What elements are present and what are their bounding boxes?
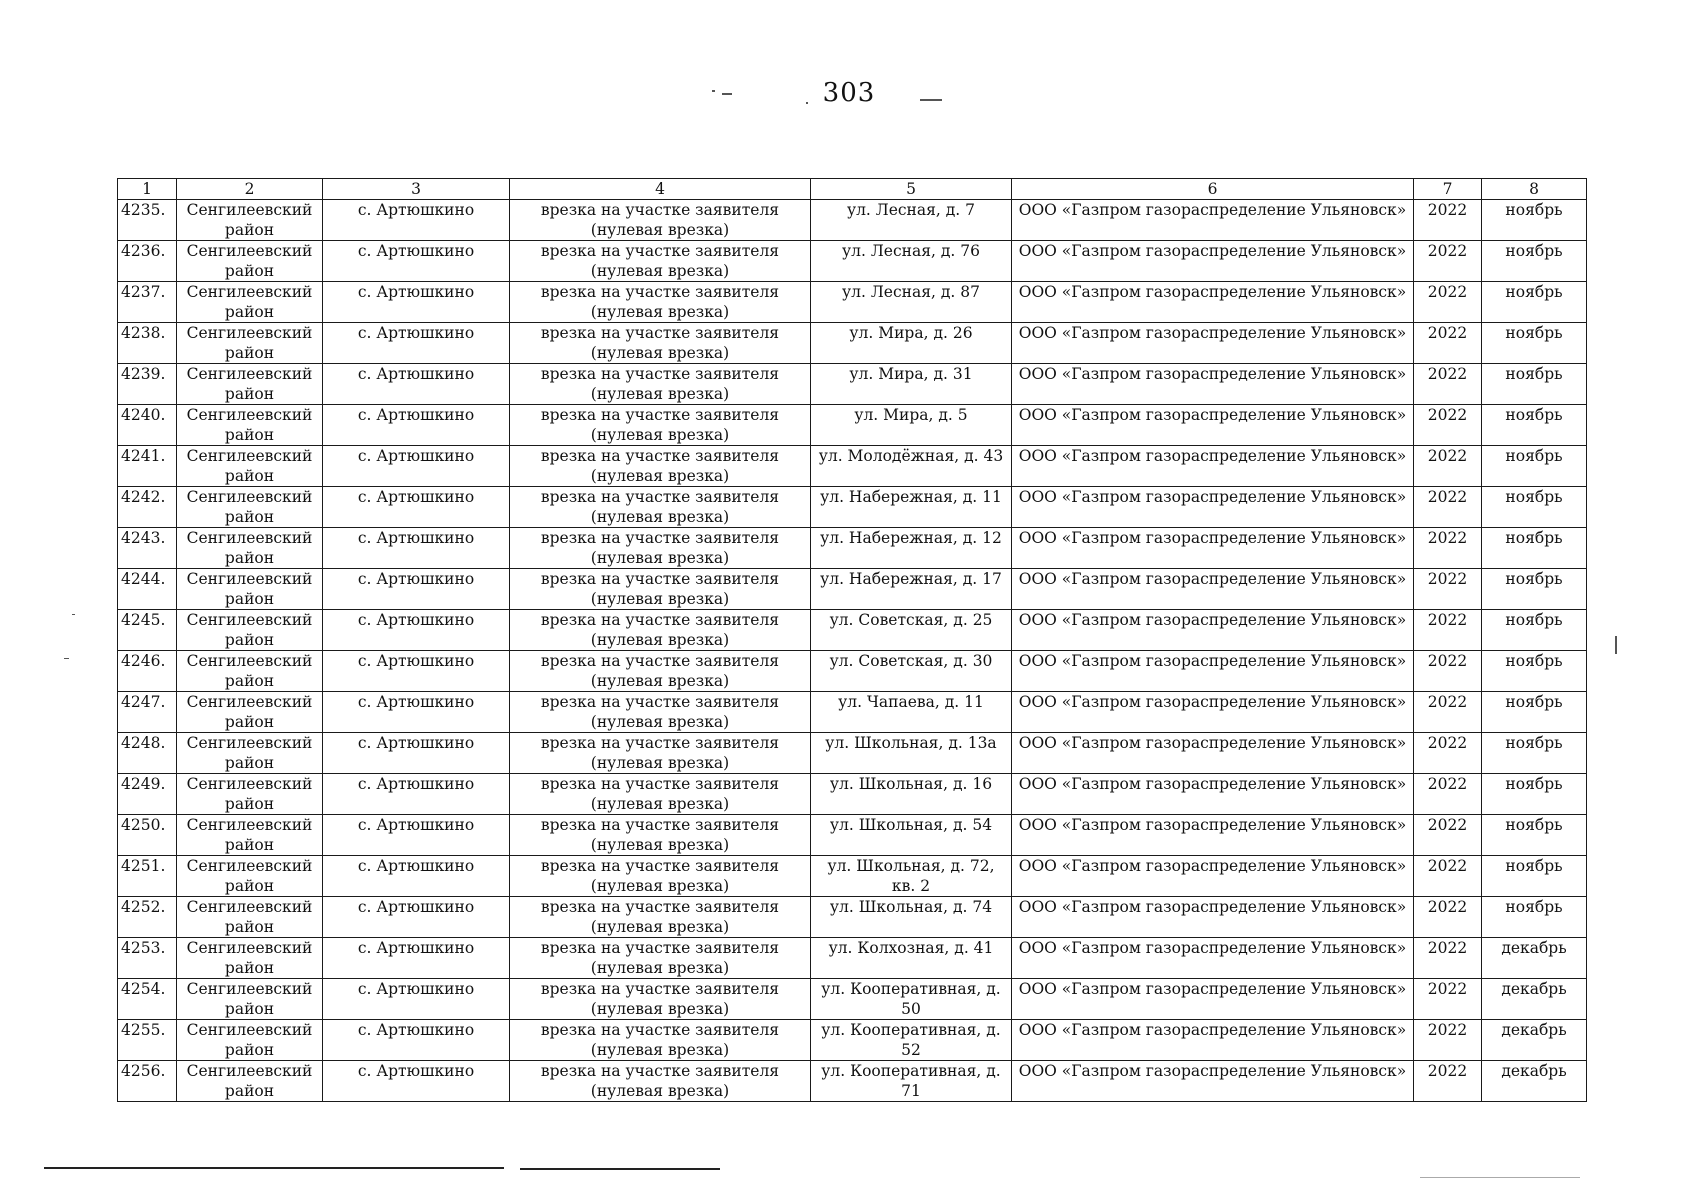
cell-row-number: 4243. [118, 528, 177, 569]
table-row [118, 487, 1587, 528]
cell-row-number: 4255. [118, 1020, 177, 1061]
table-row [118, 528, 1587, 569]
cell-row-number: 4240. [118, 405, 177, 446]
cell-address: ул. Школьная, д. 72, кв. 2 [811, 856, 1012, 897]
cell-district: Сенгилеевский район [177, 282, 323, 323]
column-number-6: 6 [1012, 179, 1414, 200]
cell-organization: ООО «Газпром газораспределение Ульяновск» [1012, 569, 1414, 610]
cell-organization: ООО «Газпром газораспределение Ульяновск» [1012, 610, 1414, 651]
cell-row-number: 4239. [118, 364, 177, 405]
cell-settlement: с. Артюшкино [323, 692, 510, 733]
cell-work-type: врезка на участке заявителя (нулевая врезка) [510, 774, 811, 815]
cell-year: 2022 [1414, 528, 1482, 569]
cell-year: 2022 [1414, 815, 1482, 856]
cell-row-number: 4244. [118, 569, 177, 610]
column-number-7: 7 [1414, 179, 1482, 200]
cell-year: 2022 [1414, 1061, 1482, 1102]
table-row [118, 897, 1587, 938]
cell-month: ноябрь [1482, 774, 1587, 815]
cell-address: ул. Молодёжная, д. 43 [811, 446, 1012, 487]
cell-address: ул. Кооперативная, д. 71 [811, 1061, 1012, 1102]
cell-district: Сенгилеевский район [177, 897, 323, 938]
cell-settlement: с. Артюшкино [323, 733, 510, 774]
cell-year: 2022 [1414, 323, 1482, 364]
cell-row-number: 4241. [118, 446, 177, 487]
cell-year: 2022 [1414, 364, 1482, 405]
table-row [118, 1020, 1587, 1061]
cell-work-type: врезка на участке заявителя (нулевая врезка) [510, 651, 811, 692]
cell-row-number: 4237. [118, 282, 177, 323]
scan-speck [72, 614, 75, 615]
cell-organization: ООО «Газпром газораспределение Ульяновск» [1012, 446, 1414, 487]
cell-settlement: с. Артюшкино [323, 651, 510, 692]
register-table [117, 178, 1587, 1102]
cell-district: Сенгилеевский район [177, 692, 323, 733]
table-row [118, 405, 1587, 446]
cell-address: ул. Мира, д. 5 [811, 405, 1012, 446]
cell-district: Сенгилеевский район [177, 733, 323, 774]
cell-address: ул. Мира, д. 31 [811, 364, 1012, 405]
cell-work-type: врезка на участке заявителя (нулевая врезка) [510, 241, 811, 282]
cell-settlement: с. Артюшкино [323, 323, 510, 364]
cell-year: 2022 [1414, 1020, 1482, 1061]
cell-district: Сенгилеевский район [177, 200, 323, 241]
cell-settlement: с. Артюшкино [323, 487, 510, 528]
cell-month: ноябрь [1482, 323, 1587, 364]
scan-speck [1615, 636, 1617, 654]
cell-month: ноябрь [1482, 692, 1587, 733]
cell-month: ноябрь [1482, 364, 1587, 405]
cell-month: ноябрь [1482, 241, 1587, 282]
cell-address: ул. Кооперативная, д. 50 [811, 979, 1012, 1020]
cell-year: 2022 [1414, 200, 1482, 241]
cell-organization: ООО «Газпром газораспределение Ульяновск» [1012, 200, 1414, 241]
cell-month: декабрь [1482, 979, 1587, 1020]
table-row [118, 569, 1587, 610]
cell-address: ул. Набережная, д. 12 [811, 528, 1012, 569]
scan-speck [722, 93, 732, 95]
cell-year: 2022 [1414, 856, 1482, 897]
table-row [118, 282, 1587, 323]
cell-month: ноябрь [1482, 897, 1587, 938]
cell-work-type: врезка на участке заявителя (нулевая врезка) [510, 487, 811, 528]
cell-month: ноябрь [1482, 569, 1587, 610]
page-number: 303 [822, 78, 876, 108]
cell-address: ул. Чапаева, д. 11 [811, 692, 1012, 733]
cell-month: декабрь [1482, 1061, 1587, 1102]
cell-district: Сенгилеевский район [177, 979, 323, 1020]
cell-month: ноябрь [1482, 487, 1587, 528]
cell-work-type: врезка на участке заявителя (нулевая врезка) [510, 897, 811, 938]
cell-work-type: врезка на участке заявителя (нулевая врезка) [510, 733, 811, 774]
cell-address: ул. Мира, д. 26 [811, 323, 1012, 364]
cell-month: декабрь [1482, 938, 1587, 979]
cell-organization: ООО «Газпром газораспределение Ульяновск» [1012, 815, 1414, 856]
table-row [118, 446, 1587, 487]
cell-work-type: врезка на участке заявителя (нулевая врезка) [510, 1020, 811, 1061]
cell-address: ул. Советская, д. 30 [811, 651, 1012, 692]
cell-month: ноябрь [1482, 733, 1587, 774]
column-number-3: 3 [323, 179, 510, 200]
bottom-rule [44, 1167, 504, 1169]
cell-work-type: врезка на участке заявителя (нулевая врезка) [510, 979, 811, 1020]
cell-settlement: с. Артюшкино [323, 200, 510, 241]
cell-organization: ООО «Газпром газораспределение Ульяновск» [1012, 938, 1414, 979]
cell-work-type: врезка на участке заявителя (нулевая врезка) [510, 610, 811, 651]
cell-organization: ООО «Газпром газораспределение Ульяновск» [1012, 364, 1414, 405]
cell-settlement: с. Артюшкино [323, 1020, 510, 1061]
cell-settlement: с. Артюшкино [323, 241, 510, 282]
cell-district: Сенгилеевский район [177, 610, 323, 651]
cell-settlement: с. Артюшкино [323, 979, 510, 1020]
cell-row-number: 4236. [118, 241, 177, 282]
cell-row-number: 4247. [118, 692, 177, 733]
cell-year: 2022 [1414, 897, 1482, 938]
cell-district: Сенгилеевский район [177, 528, 323, 569]
cell-organization: ООО «Газпром газораспределение Ульяновск» [1012, 1061, 1414, 1102]
cell-district: Сенгилеевский район [177, 323, 323, 364]
cell-address: ул. Школьная, д. 74 [811, 897, 1012, 938]
table-row [118, 733, 1587, 774]
cell-settlement: с. Артюшкино [323, 528, 510, 569]
cell-row-number: 4248. [118, 733, 177, 774]
cell-month: ноябрь [1482, 282, 1587, 323]
scan-speck [64, 658, 69, 659]
table-row [118, 241, 1587, 282]
cell-month: ноябрь [1482, 446, 1587, 487]
cell-organization: ООО «Газпром газораспределение Ульяновск» [1012, 692, 1414, 733]
table-row [118, 651, 1587, 692]
cell-year: 2022 [1414, 979, 1482, 1020]
table-row [118, 856, 1587, 897]
cell-work-type: врезка на участке заявителя (нулевая врезка) [510, 364, 811, 405]
cell-district: Сенгилеевский район [177, 1020, 323, 1061]
cell-month: ноябрь [1482, 405, 1587, 446]
cell-row-number: 4235. [118, 200, 177, 241]
column-number-1: 1 [118, 179, 177, 200]
cell-organization: ООО «Газпром газораспределение Ульяновск» [1012, 979, 1414, 1020]
cell-organization: ООО «Газпром газораспределение Ульяновск» [1012, 241, 1414, 282]
cell-settlement: с. Артюшкино [323, 446, 510, 487]
cell-month: ноябрь [1482, 856, 1587, 897]
cell-district: Сенгилеевский район [177, 774, 323, 815]
cell-district: Сенгилеевский район [177, 856, 323, 897]
cell-year: 2022 [1414, 733, 1482, 774]
cell-year: 2022 [1414, 774, 1482, 815]
cell-work-type: врезка на участке заявителя (нулевая врезка) [510, 815, 811, 856]
cell-year: 2022 [1414, 487, 1482, 528]
cell-month: ноябрь [1482, 815, 1587, 856]
bottom-rule [520, 1168, 720, 1170]
cell-work-type: врезка на участке заявителя (нулевая врезка) [510, 1061, 811, 1102]
cell-row-number: 4249. [118, 774, 177, 815]
cell-address: ул. Набережная, д. 11 [811, 487, 1012, 528]
cell-month: ноябрь [1482, 610, 1587, 651]
cell-row-number: 4245. [118, 610, 177, 651]
scan-speck [806, 102, 808, 104]
cell-district: Сенгилеевский район [177, 1061, 323, 1102]
cell-work-type: врезка на участке заявителя (нулевая врезка) [510, 528, 811, 569]
cell-row-number: 4252. [118, 897, 177, 938]
cell-settlement: с. Артюшкино [323, 364, 510, 405]
cell-settlement: с. Артюшкино [323, 815, 510, 856]
cell-address: ул. Набережная, д. 17 [811, 569, 1012, 610]
cell-row-number: 4242. [118, 487, 177, 528]
table-row [118, 1061, 1587, 1102]
cell-work-type: врезка на участке заявителя (нулевая врезка) [510, 446, 811, 487]
cell-row-number: 4251. [118, 856, 177, 897]
cell-year: 2022 [1414, 241, 1482, 282]
cell-work-type: врезка на участке заявителя (нулевая врезка) [510, 938, 811, 979]
cell-year: 2022 [1414, 610, 1482, 651]
cell-address: ул. Лесная, д. 76 [811, 241, 1012, 282]
table-row [118, 938, 1587, 979]
cell-year: 2022 [1414, 282, 1482, 323]
cell-address: ул. Лесная, д. 87 [811, 282, 1012, 323]
cell-district: Сенгилеевский район [177, 569, 323, 610]
cell-month: ноябрь [1482, 528, 1587, 569]
scan-speck [920, 99, 942, 101]
cell-work-type: врезка на участке заявителя (нулевая врезка) [510, 856, 811, 897]
cell-district: Сенгилеевский район [177, 815, 323, 856]
cell-district: Сенгилеевский район [177, 241, 323, 282]
cell-work-type: врезка на участке заявителя (нулевая врезка) [510, 405, 811, 446]
table-row [118, 610, 1587, 651]
cell-settlement: с. Артюшкино [323, 938, 510, 979]
cell-organization: ООО «Газпром газораспределение Ульяновск» [1012, 487, 1414, 528]
cell-district: Сенгилеевский район [177, 487, 323, 528]
cell-address: ул. Кооперативная, д. 52 [811, 1020, 1012, 1061]
cell-row-number: 4254. [118, 979, 177, 1020]
cell-organization: ООО «Газпром газораспределение Ульяновск» [1012, 405, 1414, 446]
cell-address: ул. Советская, д. 25 [811, 610, 1012, 651]
table-row [118, 200, 1587, 241]
cell-district: Сенгилеевский район [177, 446, 323, 487]
cell-row-number: 4253. [118, 938, 177, 979]
cell-year: 2022 [1414, 938, 1482, 979]
cell-organization: ООО «Газпром газораспределение Ульяновск» [1012, 323, 1414, 364]
cell-district: Сенгилеевский район [177, 938, 323, 979]
column-number-4: 4 [510, 179, 811, 200]
cell-month: ноябрь [1482, 651, 1587, 692]
cell-year: 2022 [1414, 692, 1482, 733]
column-number-8: 8 [1482, 179, 1587, 200]
table-body [118, 200, 1587, 1102]
column-number-row [118, 179, 1587, 200]
cell-row-number: 4250. [118, 815, 177, 856]
table-row [118, 774, 1587, 815]
cell-organization: ООО «Газпром газораспределение Ульяновск» [1012, 897, 1414, 938]
cell-year: 2022 [1414, 405, 1482, 446]
cell-row-number: 4238. [118, 323, 177, 364]
column-number-2: 2 [177, 179, 323, 200]
cell-work-type: врезка на участке заявителя (нулевая врезка) [510, 282, 811, 323]
scan-speck [712, 90, 715, 92]
cell-address: ул. Колхозная, д. 41 [811, 938, 1012, 979]
cell-year: 2022 [1414, 569, 1482, 610]
cell-organization: ООО «Газпром газораспределение Ульяновск» [1012, 1020, 1414, 1061]
cell-month: декабрь [1482, 1020, 1587, 1061]
cell-row-number: 4246. [118, 651, 177, 692]
cell-settlement: с. Артюшкино [323, 405, 510, 446]
cell-settlement: с. Артюшкино [323, 569, 510, 610]
table-row [118, 692, 1587, 733]
column-number-5: 5 [811, 179, 1012, 200]
cell-settlement: с. Артюшкино [323, 282, 510, 323]
cell-work-type: врезка на участке заявителя (нулевая врезка) [510, 692, 811, 733]
cell-organization: ООО «Газпром газораспределение Ульяновск» [1012, 528, 1414, 569]
cell-address: ул. Школьная, д. 16 [811, 774, 1012, 815]
table-row [118, 364, 1587, 405]
cell-settlement: с. Артюшкино [323, 897, 510, 938]
cell-organization: ООО «Газпром газораспределение Ульяновск» [1012, 733, 1414, 774]
cell-work-type: врезка на участке заявителя (нулевая врезка) [510, 569, 811, 610]
cell-address: ул. Школьная, д. 13а [811, 733, 1012, 774]
cell-settlement: с. Артюшкино [323, 856, 510, 897]
cell-year: 2022 [1414, 446, 1482, 487]
cell-district: Сенгилеевский район [177, 405, 323, 446]
cell-row-number: 4256. [118, 1061, 177, 1102]
cell-year: 2022 [1414, 651, 1482, 692]
cell-settlement: с. Артюшкино [323, 1061, 510, 1102]
cell-work-type: врезка на участке заявителя (нулевая врезка) [510, 323, 811, 364]
cell-district: Сенгилеевский район [177, 651, 323, 692]
cell-address: ул. Лесная, д. 7 [811, 200, 1012, 241]
cell-organization: ООО «Газпром газораспределение Ульяновск» [1012, 651, 1414, 692]
cell-settlement: с. Артюшкино [323, 774, 510, 815]
table-row [118, 323, 1587, 364]
cell-month: ноябрь [1482, 200, 1587, 241]
cell-district: Сенгилеевский район [177, 364, 323, 405]
cell-settlement: с. Артюшкино [323, 610, 510, 651]
cell-organization: ООО «Газпром газораспределение Ульяновск» [1012, 774, 1414, 815]
cell-organization: ООО «Газпром газораспределение Ульяновск» [1012, 282, 1414, 323]
cell-organization: ООО «Газпром газораспределение Ульяновск» [1012, 856, 1414, 897]
table-row [118, 979, 1587, 1020]
cell-work-type: врезка на участке заявителя (нулевая врезка) [510, 200, 811, 241]
scan-line [1420, 1177, 1580, 1178]
table-row [118, 815, 1587, 856]
cell-address: ул. Школьная, д. 54 [811, 815, 1012, 856]
